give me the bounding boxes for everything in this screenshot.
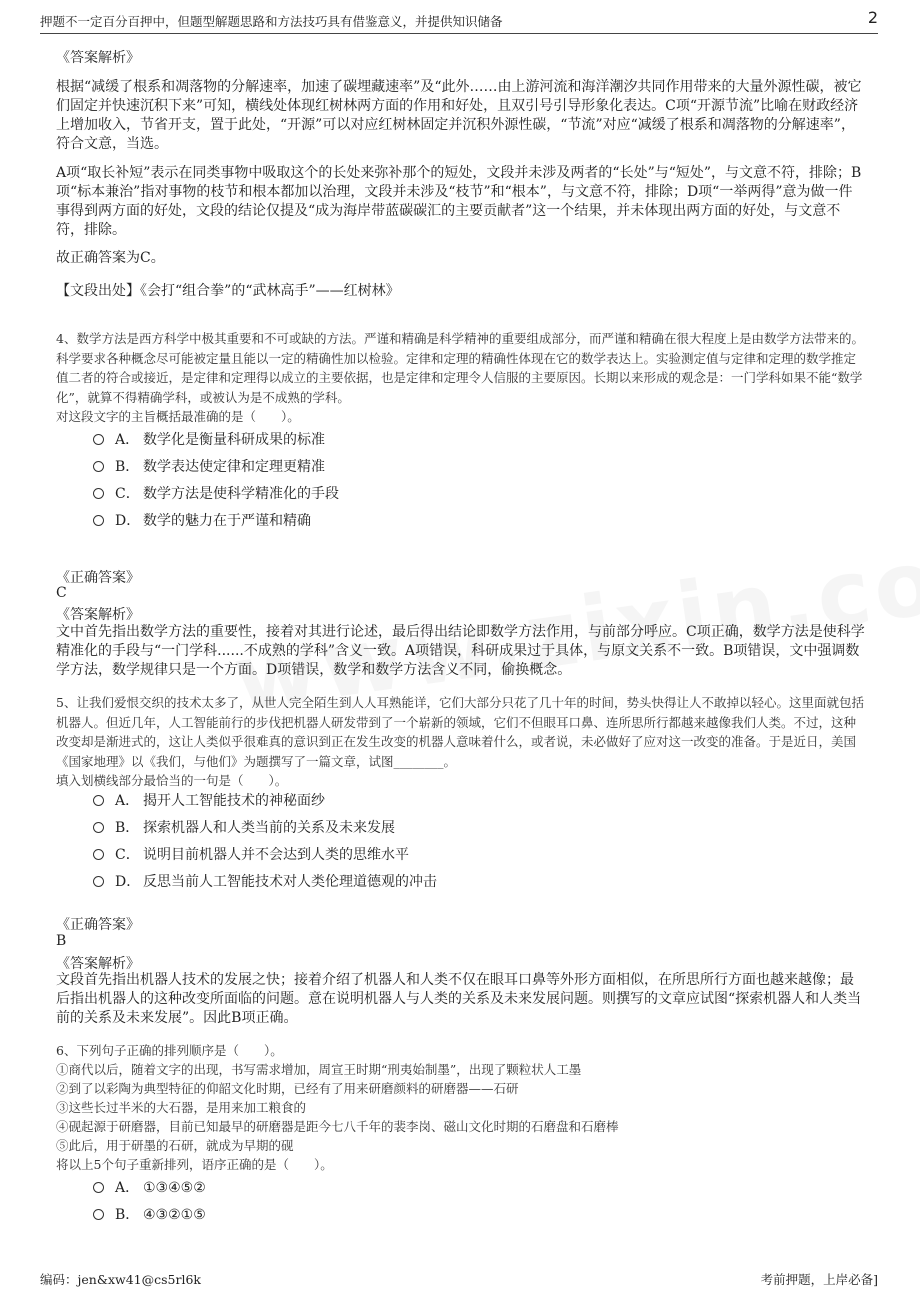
q5-question: 填入划横线部分最恰当的一句是（ ）。	[56, 773, 288, 788]
q3-conclusion: 故正确答案为C。	[56, 250, 165, 266]
page-footer	[40, 1270, 878, 1288]
q4-option-b[interactable]: B． 数学表达使定律和定理更精准	[93, 457, 325, 477]
q4-analysis-label: 《答案解析》	[56, 607, 140, 623]
q6-line-3: ③这些长过半米的大石器，是用来加工粮食的	[56, 1100, 307, 1115]
q6-line-1: ①商代以后，随着文字的出现，书写需求增加，周宣王时期“刑夷始制墨”，出现了颗粒状人工墨	[56, 1062, 582, 1077]
q4-option-d[interactable]: D． 数学的魅力在于严谨和精确	[93, 511, 311, 531]
q5-answer: B	[56, 933, 67, 949]
q4-question: 对这段文字的主旨概括最准确的是（ ）。	[56, 409, 300, 424]
radio-icon[interactable]	[93, 515, 104, 526]
q4-answer: C	[56, 585, 67, 601]
q6-stem: 6、下列句子正确的排列顺序是（ ）。	[56, 1043, 283, 1058]
q5-answer-label: 《正确答案》	[56, 917, 140, 933]
footer-slogan: 考前押题，上岸必备]	[760, 1272, 878, 1287]
q4-stem: 4、数学方法是西方科学中极其重要和不可或缺的方法。严谨和精确是科学精神的重要组成部分，而严谨和精确在很大程度上是由数学方法带来的。科学要求各种概念尽可能被定量且能以一定的精确性加以检验。定律和定理的精确性体现在它的数学表达上。实验测定值与定律和定理的数学推定值二者的符合或接近，是定律和定理得以成立的主要依据，也是定律和定理令人信服的主要原因。长期以来形成的观念是：一门学科如果不能“数学化”，就算不得精确学科，或被认为是不成熟的学科。	[56, 331, 864, 405]
q3-analysis-p1: 根据“减缓了根系和凋落物的分解速率，加速了碳埋藏速率”及“此外……由上游河流和海洋潮汐共同作用带来的大量外源性碳，被它们固定并快速沉积下来”可知，横线处体现红树林两方面的作用和好处，且双引号引导形象化表达。C项“开源节流”比喻在财政经济上增加收入，节省开支，置于此处，“开源”可以对应红树林固定并沉积外源性碳，“节流”对应“减缓了根系和凋落物的分解速率”，符合文意，当选。	[56, 79, 862, 152]
q5-option-d[interactable]: D． 反思当前人工智能技术对人类伦理道德观的冲击	[93, 872, 437, 892]
radio-icon[interactable]	[93, 1209, 104, 1220]
footer-code: 编码：jen&xw41@cs5rl6k	[40, 1272, 201, 1287]
radio-icon[interactable]	[93, 488, 104, 499]
q6-line-5: ⑤此后，用于研墨的石研，就成为早期的砚	[56, 1138, 294, 1153]
q5-analysis: 文段首先指出机器人技术的发展之快；接着介绍了机器人和人类不仅在眼耳口鼻等外形方面相似，在所思所行方面也越来越像；最后指出机器人的这种改变所面临的问题。意在说明机器人与人类的关系及未来发展问题。则撰写的文章应试图“探索机器人和人类当前的关系及未来发展”。因此B项正确。	[56, 972, 862, 1026]
header-text: 押题不一定百分百押中，但题型解题思路和方法技巧具有借鉴意义，并提供知识储备	[40, 14, 503, 29]
q4-answer-label: 《正确答案》	[56, 570, 140, 586]
q3-analysis-label: 《答案解析》	[56, 50, 140, 66]
q6-option-a[interactable]: A． ①③④⑤②	[93, 1178, 206, 1198]
q4-option-a[interactable]: A． 数学化是衡量科研成果的标准	[93, 430, 325, 450]
q4-option-c[interactable]: C． 数学方法是使科学精准化的手段	[93, 484, 339, 504]
q6-question: 将以上5个句子重新排列，语序正确的是（ ）。	[56, 1157, 333, 1172]
q3-analysis-p2: A项“取长补短”表示在同类事物中吸取这个的长处来弥补那个的短处，文段并未涉及两者的“长处”与“短处”，与文意不符，排除；B项“标本兼治”指对事物的枝节和根本都加以治理，文段并未涉及“枝节”和“根本”，与文意不符，排除；D项“一举两得”意为做一件事得到两方面的好处，文段的结论仅提及“成为海岸带蓝碳碳汇的主要贡献者”这一个结果，并未体现出两方面的好处，与文意不符，排除。	[56, 165, 862, 238]
q4-analysis: 文中首先指出数学方法的重要性，接着对其进行论述，最后得出结论即数学方法作用，与前部分呼应。C项正确，数学方法是使科学精准化的手段与“一门学科......不成熟的学科”含义一致。A项错误，科研成果过于具体，与原文关系不一致。B项错误，文中强调数学方法，数学规律只是一个方面。D项错误，数学和数学方法含义不同，偷换概念。	[56, 624, 865, 678]
radio-icon[interactable]	[93, 1182, 104, 1193]
radio-icon[interactable]	[93, 876, 104, 887]
q6-line-4: ④砚起源于研磨器，目前已知最早的研磨器是距今七八千年的裴李岗、磁山文化时期的石磨盘和石磨棒	[56, 1119, 619, 1134]
page-header	[40, 8, 878, 34]
page-number: 2	[867, 8, 878, 27]
q5-option-a[interactable]: A． 揭开人工智能技术的神秘面纱	[93, 791, 325, 811]
radio-icon[interactable]	[93, 461, 104, 472]
radio-icon[interactable]	[93, 434, 104, 445]
q5-option-c[interactable]: C． 说明目前机器人并不会达到人类的思维水平	[93, 845, 409, 865]
q6-option-b[interactable]: B． ④③②①⑤	[93, 1205, 206, 1225]
radio-icon[interactable]	[93, 849, 104, 860]
q5-analysis-label: 《答案解析》	[56, 956, 140, 972]
radio-icon[interactable]	[93, 795, 104, 806]
q6-line-2: ②到了以彩陶为典型特征的仰韶文化时期，已经有了用来研磨颜料的研磨器——石研	[56, 1081, 519, 1096]
q3-source: 【文段出处】《会打“组合拳”的“武林高手”——红树林》	[56, 283, 400, 299]
q5-stem: 5、让我们爱恨交织的技术太多了，从世人完全陌生到人人耳熟能详，它们大部分只花了几十年的时间，势头快得让人不敢掉以轻心。这里面就包括机器人。但近几年，人工智能前行的步伐把机器人研发带到了一个崭新的领域，它们不但眼耳口鼻、连所思所行都越来越像我们人类。不过，这种改变却是渐进式的，这让人类似乎很难真的意识到正在发生改变的机器人意味着什么，或者说，未必做好了应对这一改变的准备。于是近日，美国《国家地理》以《我们，与他们》为题撰写了一篇文章，试图________。	[56, 695, 864, 769]
radio-icon[interactable]	[93, 822, 104, 833]
q5-option-b[interactable]: B． 探索机器人和人类当前的关系及未来发展	[93, 818, 395, 838]
